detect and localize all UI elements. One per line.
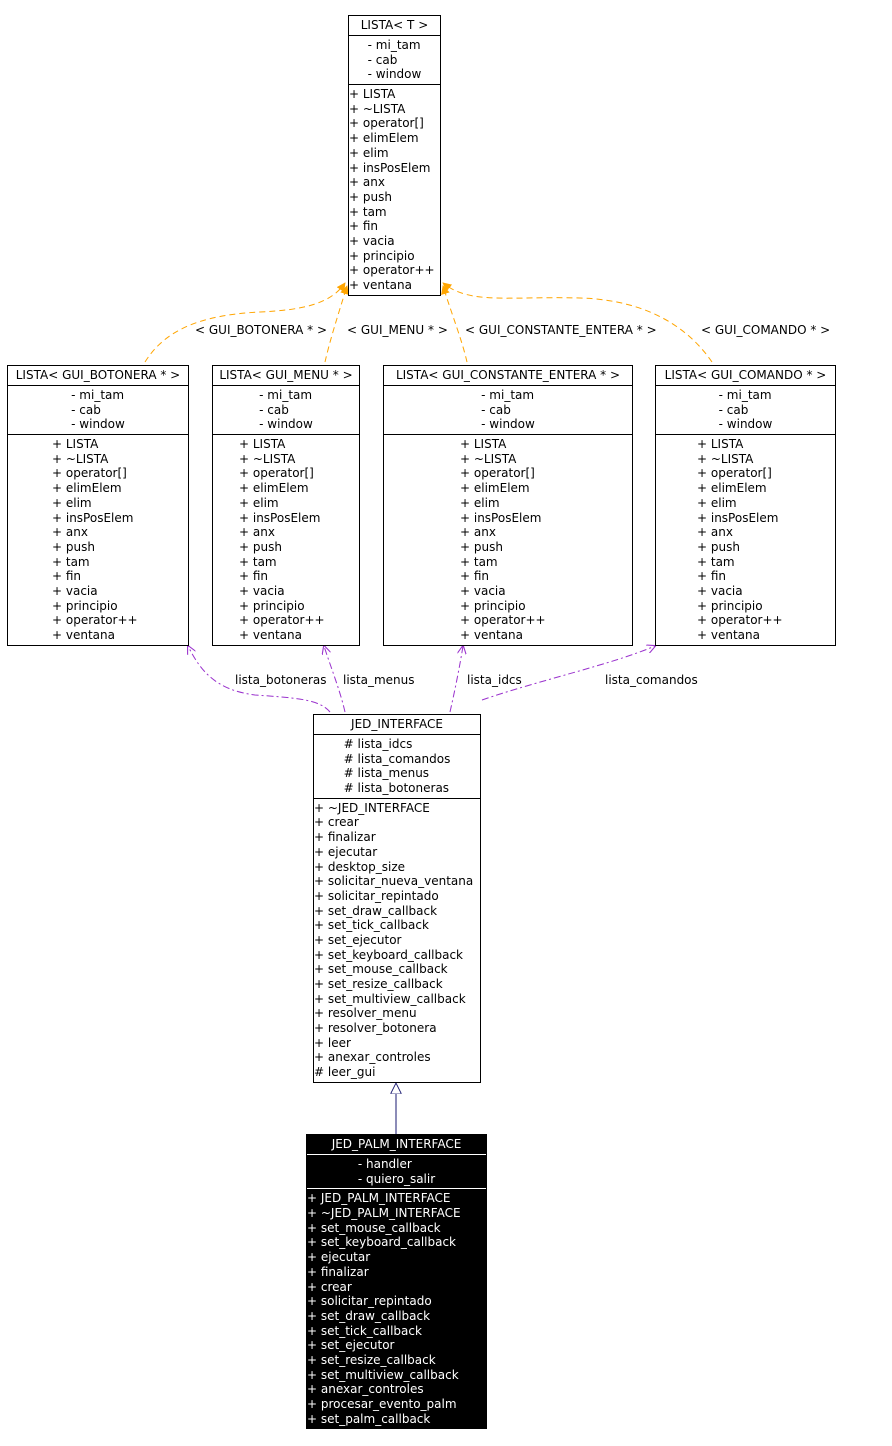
class-name: JED_INTERFACE <box>314 715 480 735</box>
attribute-item: - cab <box>718 402 749 417</box>
operation-compartment <box>656 435 835 643</box>
operation-item: + principio <box>697 598 763 613</box>
class-lista-gui-comando[interactable] <box>655 365 836 646</box>
operation-item: + elim <box>52 495 92 510</box>
operation-item: + resolver_botonera <box>314 1021 437 1036</box>
operation-item: + LISTA <box>697 437 744 452</box>
operation-item: + crear <box>307 1279 352 1294</box>
operation-item: + ventana <box>239 628 302 642</box>
operation-item: + crear <box>314 815 359 830</box>
operation-item: + ventana <box>460 628 523 642</box>
operation-item: + set_palm_callback <box>307 1411 431 1426</box>
operation-item: + set_resize_callback <box>314 977 443 991</box>
operation-item: + anx <box>239 525 275 540</box>
class-jed-palm-interface[interactable] <box>306 1134 487 1429</box>
operation-item: + resolver_menu <box>314 1006 417 1021</box>
usage-label-comandos: lista_comandos <box>605 673 698 687</box>
operation-item: + set_tick_callback <box>307 1323 422 1338</box>
operation-item: + elim <box>239 495 279 510</box>
attribute-item: # lista_menus <box>343 766 430 781</box>
attribute-item: - mi_tam <box>259 388 313 402</box>
operation-item: + insPosElem <box>697 510 779 525</box>
operation-item: + insPosElem <box>349 160 431 175</box>
operation-item: + set_mouse_callback <box>307 1220 441 1235</box>
operation-item: + vacia <box>697 583 743 598</box>
template-label-comando: < GUI_COMANDO * > <box>701 323 831 337</box>
operation-item: + vacia <box>239 583 285 598</box>
operation-item: + insPosElem <box>52 510 134 525</box>
operation-item: + elim <box>349 145 389 160</box>
operation-item: + insPosElem <box>239 510 321 525</box>
operation-item: + tam <box>460 554 498 569</box>
operation-item: + operator[] <box>460 466 535 481</box>
attribute-item: - cab <box>367 52 398 67</box>
operation-item: + principio <box>239 598 305 613</box>
operation-item: + ~LISTA <box>52 451 109 466</box>
usage-label-idcs: lista_idcs <box>467 673 522 687</box>
operation-item: + elim <box>697 495 737 510</box>
operation-item: + fin <box>52 569 82 584</box>
attribute-item: - cab <box>259 402 289 417</box>
operation-item: + set_multiview_callback <box>307 1367 459 1382</box>
operation-item: + anexar_controles <box>314 1050 431 1065</box>
operation-item: + set_draw_callback <box>307 1308 431 1323</box>
usage-edge-idcs <box>450 646 463 712</box>
operation-item: + tam <box>349 204 387 219</box>
operation-item: + operator[] <box>349 116 424 131</box>
operation-item: + set_ejecutor <box>314 932 402 947</box>
operation-compartment <box>349 85 440 293</box>
attribute-item: - window <box>71 417 125 432</box>
class-name: LISTA< T > <box>349 16 440 36</box>
operation-item: + leer <box>314 1035 351 1050</box>
operation-item: + ejecutar <box>314 844 378 859</box>
operation-item: + operator[] <box>239 466 314 481</box>
attribute-compartment <box>314 735 480 799</box>
operation-item: + set_tick_callback <box>314 918 429 933</box>
operation-item: + LISTA <box>239 437 286 452</box>
attribute-item: - cab <box>71 402 101 417</box>
attribute-compartment <box>349 36 440 85</box>
operation-item: + elim <box>460 495 500 510</box>
operation-item: + principio <box>349 248 415 263</box>
operation-item: + principio <box>52 598 118 613</box>
operation-item: + ~JED_PALM_INTERFACE <box>307 1206 461 1221</box>
operation-item: + ventana <box>52 628 115 642</box>
operation-item: + vacia <box>460 583 506 598</box>
class-name: LISTA< GUI_CONSTANTE_ENTERA * > <box>384 366 632 386</box>
operation-item: + ~LISTA <box>239 451 296 466</box>
template-label-constante: < GUI_CONSTANTE_ENTERA * > <box>465 323 657 337</box>
attribute-item: - window <box>718 417 773 432</box>
operation-item: + tam <box>239 554 277 569</box>
class-lista-gui-constante-entera[interactable] <box>383 365 633 646</box>
operation-item: + vacia <box>52 583 98 598</box>
attribute-item: # lista_comandos <box>343 751 451 766</box>
operation-item: + set_mouse_callback <box>314 962 448 977</box>
operation-item: + elimElem <box>697 481 767 496</box>
operation-item: + ~LISTA <box>349 101 406 116</box>
operation-item: + set_draw_callback <box>314 903 438 918</box>
class-name: JED_PALM_INTERFACE <box>307 1135 486 1155</box>
class-lista-gui-botonera[interactable] <box>7 365 189 646</box>
attribute-item: - quiero_salir <box>357 1171 436 1186</box>
attribute-compartment <box>384 386 632 435</box>
attribute-item: # lista_idcs <box>343 737 413 751</box>
operation-item: + finalizar <box>307 1264 369 1279</box>
operation-item: + ~LISTA <box>697 451 754 466</box>
operation-compartment <box>8 435 188 643</box>
operation-item: + tam <box>52 554 90 569</box>
operation-item: + tam <box>697 554 735 569</box>
operation-item: + anexar_controles <box>307 1382 424 1397</box>
usage-label-botoneras: lista_botoneras <box>235 673 327 687</box>
operation-item: + LISTA <box>349 87 396 102</box>
operation-item: + LISTA <box>52 437 99 452</box>
operation-item: + ejecutar <box>307 1250 371 1265</box>
class-name: LISTA< GUI_BOTONERA * > <box>8 366 188 386</box>
operation-item: # leer_gui <box>314 1065 376 1080</box>
attribute-compartment <box>656 386 835 435</box>
operation-item: + anx <box>52 525 88 540</box>
attribute-item: - window <box>481 417 535 432</box>
operation-item: + solicitar_repintado <box>314 888 439 903</box>
operation-item: + solicitar_nueva_ventana <box>314 874 474 889</box>
operation-item: + fin <box>697 569 727 584</box>
attribute-item: - mi_tam <box>367 38 421 52</box>
operation-item: + operator++ <box>239 613 325 628</box>
class-lista-gui-menu[interactable] <box>212 365 360 646</box>
operation-item: + push <box>52 539 95 554</box>
operation-item: + set_keyboard_callback <box>307 1235 457 1250</box>
attribute-item: - window <box>367 67 422 82</box>
operation-item: + ventana <box>349 278 412 292</box>
operation-item: + elimElem <box>239 481 309 496</box>
operation-item: + push <box>697 539 740 554</box>
operation-item: + principio <box>460 598 526 613</box>
operation-item: + anx <box>349 175 385 190</box>
attribute-item: - cab <box>481 402 511 417</box>
usage-edge-menus <box>324 646 345 712</box>
operation-compartment <box>314 799 480 1080</box>
attribute-compartment <box>213 386 359 435</box>
usage-label-menus: lista_menus <box>343 673 415 687</box>
operation-item: + elimElem <box>52 481 122 496</box>
operation-item: + fin <box>239 569 269 584</box>
template-edge-menu <box>325 286 347 362</box>
template-label-botonera: < GUI_BOTONERA * > <box>195 323 328 337</box>
operation-item: + operator++ <box>460 613 546 628</box>
class-jed-interface[interactable] <box>313 714 481 1083</box>
operation-item: + elimElem <box>349 131 419 146</box>
attribute-compartment <box>307 1155 486 1189</box>
class-name: LISTA< GUI_COMANDO * > <box>656 366 835 386</box>
class-lista-t[interactable] <box>348 15 441 296</box>
operation-item: + operator++ <box>349 263 435 278</box>
operation-item: + LISTA <box>460 437 507 452</box>
operation-item: + vacia <box>349 233 395 248</box>
attribute-item: # lista_botoneras <box>343 781 450 796</box>
operation-item: + desktop_size <box>314 859 406 874</box>
operation-item: + set_multiview_callback <box>314 991 466 1006</box>
operation-item: + operator++ <box>52 613 138 628</box>
operation-item: + elimElem <box>460 481 530 496</box>
operation-item: + finalizar <box>314 830 376 845</box>
operation-item: + ~LISTA <box>460 451 517 466</box>
attribute-item: - mi_tam <box>718 388 772 402</box>
operation-item: + operator++ <box>697 613 783 628</box>
attribute-item: - mi_tam <box>71 388 125 402</box>
operation-item: + push <box>460 539 503 554</box>
operation-item: + ~JED_INTERFACE <box>314 800 430 815</box>
operation-item: + insPosElem <box>460 510 542 525</box>
attribute-item: - window <box>259 417 313 432</box>
operation-item: + set_keyboard_callback <box>314 947 464 962</box>
operation-compartment <box>384 435 632 643</box>
attribute-item: - handler <box>357 1157 412 1171</box>
attribute-item: - mi_tam <box>481 388 535 402</box>
operation-item: + operator[] <box>52 466 127 481</box>
operation-item: + solicitar_repintado <box>307 1294 432 1309</box>
attribute-compartment <box>8 386 188 435</box>
operation-item: + fin <box>460 569 490 584</box>
operation-item: + set_resize_callback <box>307 1352 436 1367</box>
operation-item: + procesar_evento_palm <box>307 1397 457 1411</box>
operation-item: + operator[] <box>697 466 772 481</box>
operation-item: + push <box>239 539 282 554</box>
operation-compartment <box>307 1189 486 1426</box>
operation-item: + anx <box>697 525 733 540</box>
operation-compartment <box>213 435 359 643</box>
operation-item: + JED_PALM_INTERFACE <box>307 1191 451 1206</box>
template-label-menu: < GUI_MENU * > <box>347 323 448 337</box>
operation-item: + set_ejecutor <box>307 1338 395 1353</box>
class-name: LISTA< GUI_MENU * > <box>213 366 359 386</box>
operation-item: + fin <box>349 219 379 234</box>
operation-item: + push <box>349 189 392 204</box>
operation-item: + ventana <box>697 628 760 642</box>
operation-item: + anx <box>460 525 496 540</box>
